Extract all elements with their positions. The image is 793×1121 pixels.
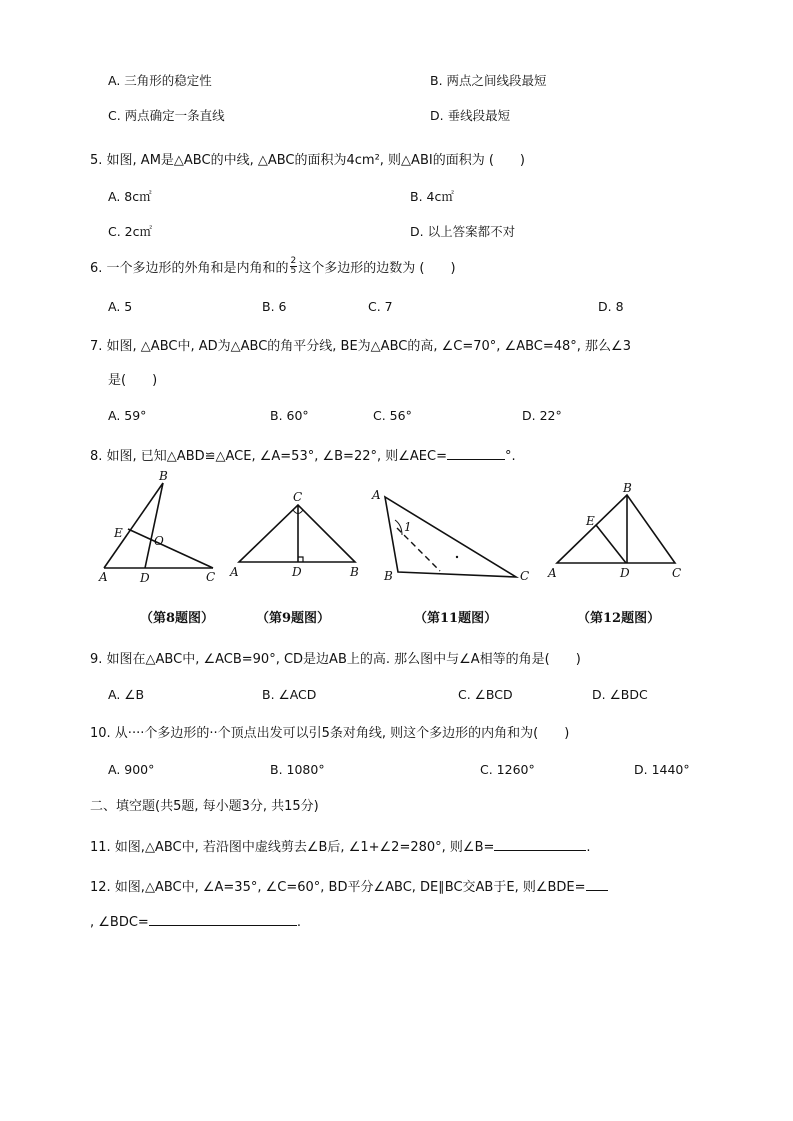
q11-suffix: . <box>586 840 591 855</box>
q7-question-line1: 7. 如图, △ABC中, AD为△ABC的角平分线, BE为△ABC的高, ∠C=70°, ∠ABC=48°, 那么∠3 <box>90 339 631 354</box>
q10-option-b: B. 1080° <box>270 762 325 777</box>
q9-option-a: A. ∠B <box>108 687 145 702</box>
figure-9 <box>239 505 355 562</box>
fig8-label-a: A <box>99 570 108 584</box>
q12-bde-blank[interactable] <box>586 878 608 891</box>
q12-question-line1 <box>90 878 608 897</box>
q11-prefix: 11. 如图,△ABC中, 若沿图中虚线剪去∠B后, ∠1+∠2=280°, 则∠B= <box>90 840 495 855</box>
q5-option-c: C. 2c㎡ <box>108 224 153 239</box>
q7-option-a: A. 59° <box>108 408 147 423</box>
q5-question: 5. 如图, AM是△ABC的中线, △ABC的面积为4cm², 则△ABI的面积为 ( ) <box>90 153 525 168</box>
fig11-dot <box>456 556 458 558</box>
fig9-label-a: A <box>230 565 239 579</box>
fig8-caption: （第8题图） <box>140 611 215 626</box>
q6-suffix: 这个多边形的边数为 ( ) <box>298 261 456 276</box>
q7-option-c: C. 56° <box>373 408 412 423</box>
q4-option-c: C. 两点确定一条直线 <box>108 108 225 123</box>
fig9-label-c: C <box>293 490 303 504</box>
fig11-label-c: C <box>520 569 530 583</box>
q7-option-d: D. 22° <box>522 408 562 423</box>
q10-option-a: A. 900° <box>108 762 155 777</box>
q6-question <box>90 256 456 278</box>
q8-suffix: °. <box>504 449 516 464</box>
fig12-label-d: D <box>620 566 630 580</box>
q5-option-b: B. 4c㎡ <box>410 189 454 204</box>
q5-option-d: D. 以上答案都不对 <box>410 224 516 239</box>
q6-option-d: D. 8 <box>598 299 624 314</box>
fig8-label-b: B <box>159 469 168 483</box>
fig12-label-c: C <box>672 566 682 580</box>
q5-option-a: A. 8c㎡ <box>108 189 152 204</box>
fig11-label-b: B <box>384 569 393 583</box>
q4-option-b: B. 两点之间线段最短 <box>430 73 547 88</box>
q7-option-b: B. 60° <box>270 408 309 423</box>
q8-answer-blank[interactable] <box>447 447 505 460</box>
q8-question <box>90 447 516 466</box>
q4-option-d: D. 垂线段最短 <box>430 108 511 123</box>
q10-option-c: C. 1260° <box>480 762 535 777</box>
fig8-label-o: O <box>154 534 164 548</box>
q12-bdc-blank[interactable] <box>149 913 297 926</box>
q9-option-c: C. ∠BCD <box>458 687 513 702</box>
q6-fraction <box>290 257 298 276</box>
fig11-label-a: A <box>372 488 381 502</box>
q12-text2-prefix: , ∠BDC= <box>90 915 149 930</box>
q9-question: 9. 如图在△ABC中, ∠ACB=90°, CD是边AB上的高. 那么图中与∠A相等的角是( ) <box>90 652 581 667</box>
fig12-label-a: A <box>548 566 557 580</box>
q6-option-a: A. 5 <box>108 299 133 314</box>
q11-answer-blank[interactable] <box>494 838 586 851</box>
fig12-label-b: B <box>623 481 632 495</box>
section-2-title: 二、填空题(共5题, 每小题3分, 共15分) <box>90 799 319 814</box>
figure-11 <box>385 497 516 577</box>
q10-option-d: D. 1440° <box>634 762 690 777</box>
q6-prefix: 6. 一个多边形的外角和是内角和的 <box>90 261 289 276</box>
q12-text2-suffix: . <box>296 915 301 930</box>
fig8-label-c: C <box>206 570 216 584</box>
q6-option-b: B. 6 <box>262 299 287 314</box>
q6-frac-num: 2 <box>290 256 297 266</box>
fig9-label-d: D <box>292 565 302 579</box>
fig8-label-e: E <box>114 526 123 540</box>
q11-question <box>90 838 591 857</box>
q6-frac-den: 5 <box>290 266 297 276</box>
q6-option-c: C. 7 <box>368 299 393 314</box>
fig9-caption: （第9题图） <box>256 611 331 626</box>
fig8-label-d: D <box>140 571 150 585</box>
q8-prefix: 8. 如图, 已知△ABD≌△ACE, ∠A=53°, ∠B=22°, 则∠AEC= <box>90 449 447 464</box>
fig11-caption: （第11题图） <box>414 611 498 626</box>
q7-question-line2: 是( ) <box>108 373 158 388</box>
fig9-label-b: B <box>350 565 359 579</box>
q9-option-b: B. ∠ACD <box>262 687 317 702</box>
q10-question: 10. 从····个多边形的··个顶点出发可以引5条对角线, 则这个多边形的内角和为( ) <box>90 726 570 741</box>
fig11-label-1: 1 <box>404 520 412 534</box>
q9-option-d: D. ∠BDC <box>592 687 648 702</box>
figure-12 <box>557 495 675 563</box>
q12-question-line2 <box>90 913 301 932</box>
figures-row <box>0 465 793 595</box>
q4-option-a: A. 三角形的稳定性 <box>108 73 212 88</box>
fig12-caption: （第12题图） <box>577 611 661 626</box>
q12-text1: 12. 如图,△ABC中, ∠A=35°, ∠C=60°, BD平分∠ABC, DE∥BC交AB于E, 则∠BDE= <box>90 880 586 895</box>
fig12-label-e: E <box>586 514 595 528</box>
